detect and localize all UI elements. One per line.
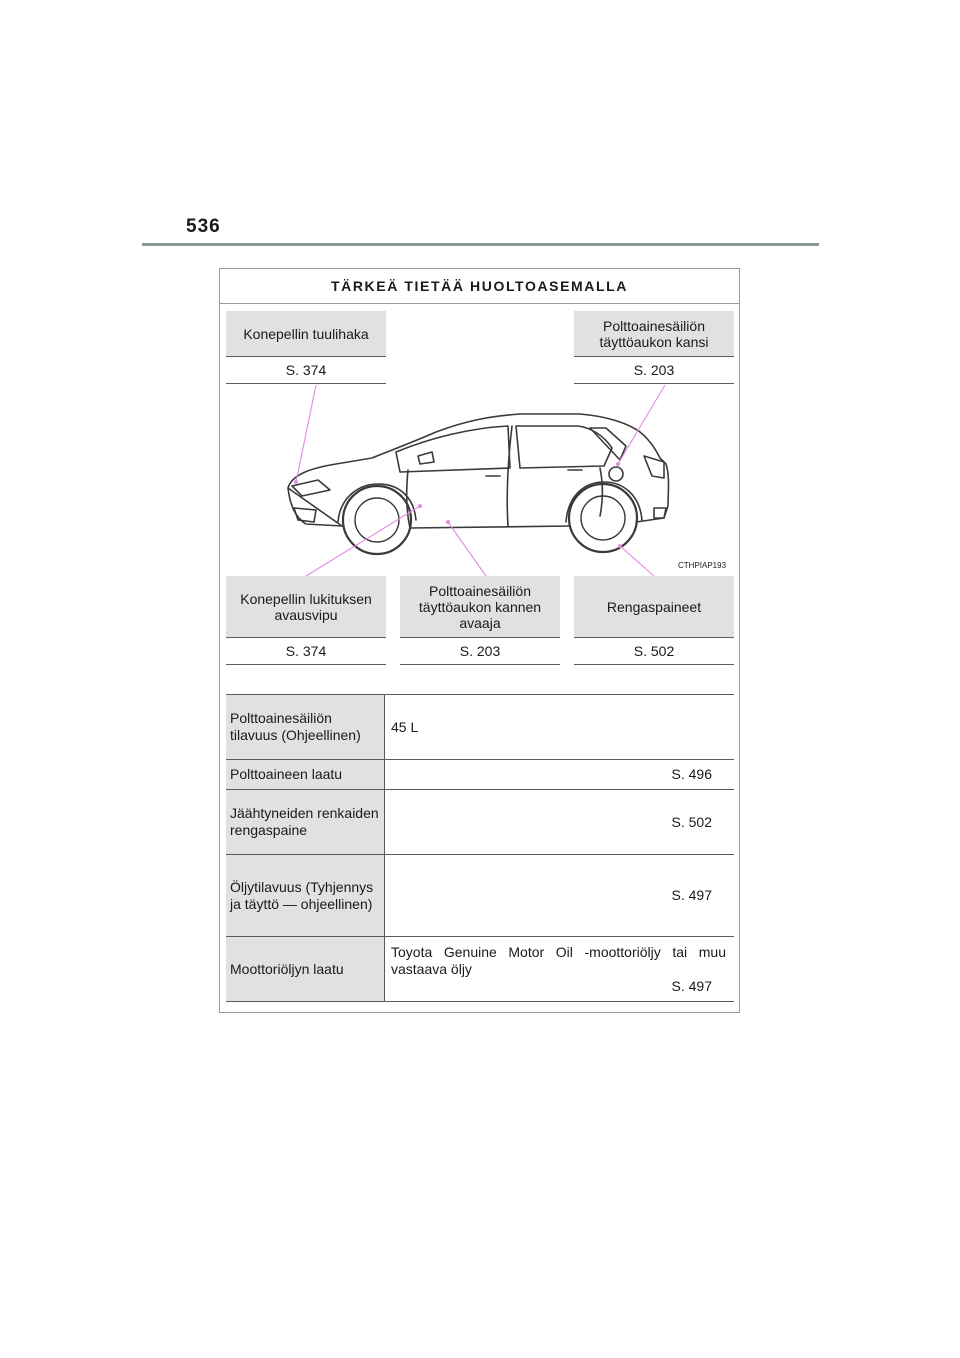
row-label: Moottoriöljyn laatu: [226, 937, 385, 1001]
callout-page-ref: S. 374: [226, 638, 386, 665]
row-label: Öljytilavuus (Tyhjennys ja täyttö — ohjeellinen): [226, 855, 385, 936]
callout-tire-pressure: [574, 576, 734, 665]
oil-description-line1: Toyota Genuine Motor Oil -moottoriöljy tai muu: [391, 943, 726, 960]
callout-fuel-door-opener: [400, 576, 560, 665]
row-value: S. 497: [671, 887, 712, 903]
oil-description-line2: vastaava öljy: [391, 960, 472, 977]
figure-code: CTHPIAP193: [678, 561, 727, 570]
row-label: Jäähtyneiden renkaiden rengaspaine: [226, 790, 385, 854]
callout-label: Polttoainesäiliön täyttöaukon kannen avaaja: [400, 576, 560, 638]
page-number: 536: [186, 216, 221, 237]
callout-page-ref: S. 203: [574, 357, 734, 384]
callout-page-ref: S. 374: [226, 357, 386, 384]
row-value: [385, 937, 734, 1001]
row-label: Polttoainesäiliön tilavuus (Ohjeellinen): [226, 695, 385, 759]
row-value: S. 502: [671, 813, 712, 830]
callout-label: Rengaspaineet: [574, 576, 734, 638]
info-table: [226, 694, 734, 1002]
callout-label: Konepellin lukituksen avausvipu: [226, 576, 386, 638]
row-value: S. 496: [671, 766, 712, 782]
table-row: [226, 937, 734, 1002]
callout-page-ref: S. 502: [574, 638, 734, 665]
table-row: [226, 695, 734, 760]
panel-title: TÄRKEÄ TIETÄÄ HUOLTOASEMALLA: [220, 269, 739, 304]
table-row: [226, 760, 734, 790]
row-label: Polttoaineen laatu: [226, 760, 385, 789]
table-row: [226, 790, 734, 855]
callout-label: Polttoainesäiliön täyttöaukon kansi: [574, 311, 734, 357]
callout-page-ref: S. 203: [400, 638, 560, 665]
callout-label: Konepellin tuulihaka: [226, 311, 386, 357]
callout-hood-release: [226, 576, 386, 665]
table-row: [226, 855, 734, 937]
row-value: 45 L: [391, 718, 419, 735]
oil-page-ref: S. 497: [671, 977, 712, 994]
